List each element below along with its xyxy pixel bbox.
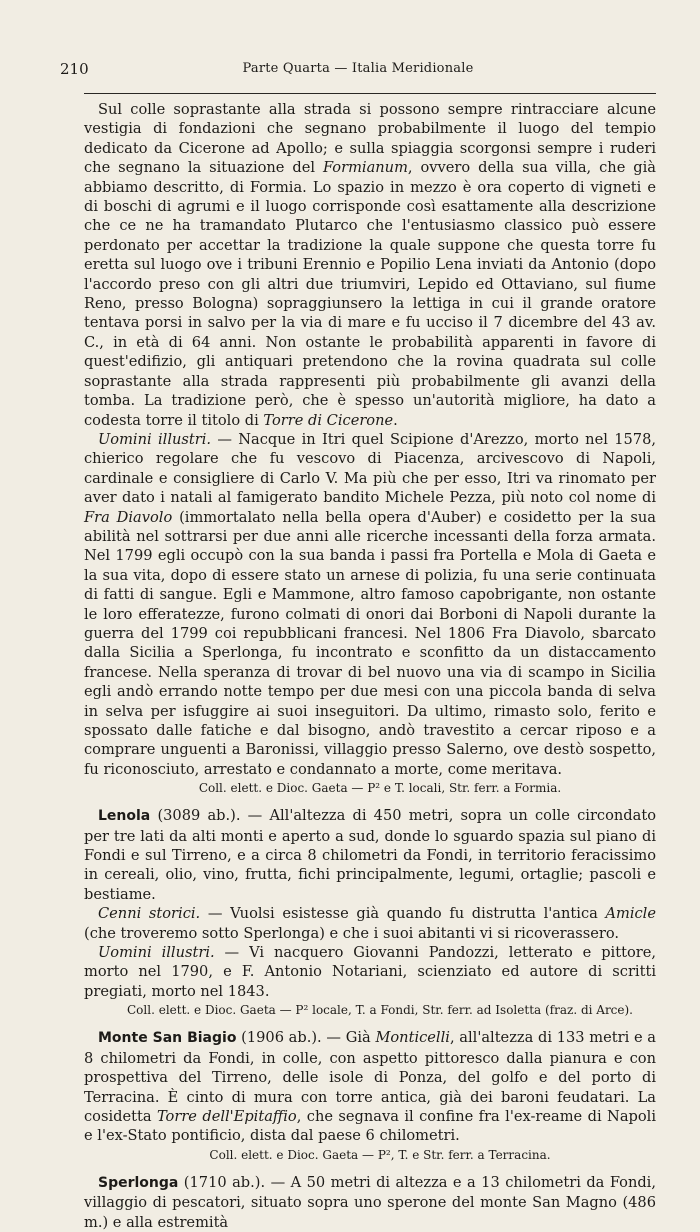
entry-sperlonga: Sperlonga (1710 ab.). — A 50 metri di altezza e a 13 chilometri da Fondi, villaggio di pescatori, situato sopra uno sperone del monte San Magno (486 m.) e alla estremità <box>84 1173 656 1231</box>
itri-collegio-note: Coll. elett. e Dioc. Gaeta — P² e T. locali, Str. ferr. a Formia. <box>198 781 562 796</box>
lenola-collegio-note: Coll. elett. e Dioc. Gaeta — P² locale, T. a Fondi, Str. ferr. ad Isoletta (fraz. di Arce). <box>127 1003 633 1018</box>
entry-monte-san-biagio: Monte San Biagio (1906 ab.). — Già Monticelli, all'altezza di 133 metri e a 8 chilometri da Fondi, in colle, con aspetto pittoresco dalla pianura e con prospettiva del Tirreno, delle isole di Ponza, del golfo e del porto di Terracina. È cinto di mura con torre antica, già dei baroni feudatari. La cosidetta Torre dell'Epitaffio, che segnava il confine fra l'ex-reame di Napoli e l'ex-Stato pontificio, dista dal paese 6 chilometri. <box>84 1029 656 1145</box>
entry-lenola: Lenola (3089 ab.). — All'altezza di 450 metri, sopra un colle circondato per tre lati da alti monti e aperto a sud, donde lo sguardo spazia sul piano di Fondi e sul Tirreno, e a circa 8 chilometri da Fondi, in territorio feracissimo in cereali, olio, vino, frutta, fichi principalmente, legumi, ortaglie; pascoli e bestiame. <box>84 807 656 903</box>
biagio-collegio-note: Coll. elett. e Dioc. Gaeta — P², T. e Str. ferr. a Terracina. <box>209 1147 551 1162</box>
paragraph-cicero-tomb: Sul colle soprastante alla strada si possono sempre rintracciare alcune vestigia di fondazioni che segnano probabilmente il luogo del tempio dedicato da Cicerone ad Apollo; e sulla spiaggia scorgonsi sempre i ruderi che segnano la situazione del Formianum, ovvero della sua villa, che già abbiamo descritto, di Formia. Lo spazio in mezzo è ora coperto di vigneti e di boschi di agrumi e il luogo corrisponde così esattamente alla descrizione che ce ne ha tramandato Plutarco che l'entusiasmo classico può essere perdonato per accettar la tradizione la quale suppone che questa torre fu eretta sul luogo ove i tribuni Erennio e Popilio Lena inviati da Antonio (dopo l'accordo preso con gli altri due triumviri, Lepido ed Ottaviano, sul fiume Reno, presso Bologna) sopraggiunsero la lettiga in cui il grande oratore tentava porsi in salvo per la via di mare e fu ucciso il 7 dicembre del 43 av. C., in età di 64 anni. Non ostante le probabilità apparenti in favore di quest'edifizio, gli antiquari pretendono che la rovina quadrata sul colle soprastante alla strada rappresenti più probabilmente gli avanzi della tomba. La tradizione però, che è spesso un'autorità migliore, ha dato a codesta torre il titolo di Torre di Cicerone. <box>84 101 656 429</box>
lenola-cenni-storici: Cenni storici. — Vuolsi esistesse già quando fu distrutta l'antica Amicle (che troveremo sotto Sperlonga) e che i suoi abitanti vi si ricoverassero. <box>84 905 656 942</box>
page-header <box>60 60 656 80</box>
header-rule <box>84 93 656 94</box>
page-body <box>84 100 656 1232</box>
page-number: 210 <box>60 60 89 78</box>
lenola-uomini-illustri: Uomini illustri. — Vi nacquero Giovanni Pandozzi, letterato e pittore, morto nel 1790, e F. Antonio Notariani, scienziato ed autore di scritti pregiati, morto nel 1843. <box>84 944 656 1000</box>
running-title: Parte Quarta — Italia Meridionale <box>242 61 474 76</box>
paragraph-uomini-illustri-itri: Uomini illustri. — Nacque in Itri quel Scipione d'Arezzo, morto nel 1578, chierico regolare che fu vescovo di Piacenza, arcivescovo di Napoli, cardinale e consigliere di Carlo V. Ma più che per esso, Itri va rinomato per aver dato i natali al famigerato bandito Michele Pezza, più noto col nome di Fra Diavolo (immortalato nella bella opera d'Auber) e cosidetto per la sua abilità nel sottrarsi per due anni alle ricerche incessanti della forza armata. Nel 1799 egli occupò con la sua banda i passi fra Portella e Mola di Gaeta e la sua vita, dopo di essere stato un arnese di polizia, fu una serie continuata di fatti di sangue. Egli e Mammone, altro famoso capobrigante, non ostante le loro efferatezze, furono colmati di onori dai Borboni di Napoli durante la guerra del 1799 coi repubblicani francesi. Nel 1806 Fra Diavolo, sbarcato dalla Sicilia a Sperlonga, fu incontrato e sconfitto da un distaccamento francese. Nella speranza di trovar di bel nuovo una via di scampo in Sicilia egli andò errando notte tempo per due mesi con una piccola banda di selva in selva per isfuggire ai suoi inseguitori. Da ultimo, rimasto solo, ferito e spossato dalle fatiche e dal bisogno, andò travestito a cercar riposo e a comprare unguenti a Baronissi, villaggio presso Salerno, ove destò sospetto, fu riconosciuto, arrestato e condannato a morte, come meritava. <box>84 430 656 778</box>
